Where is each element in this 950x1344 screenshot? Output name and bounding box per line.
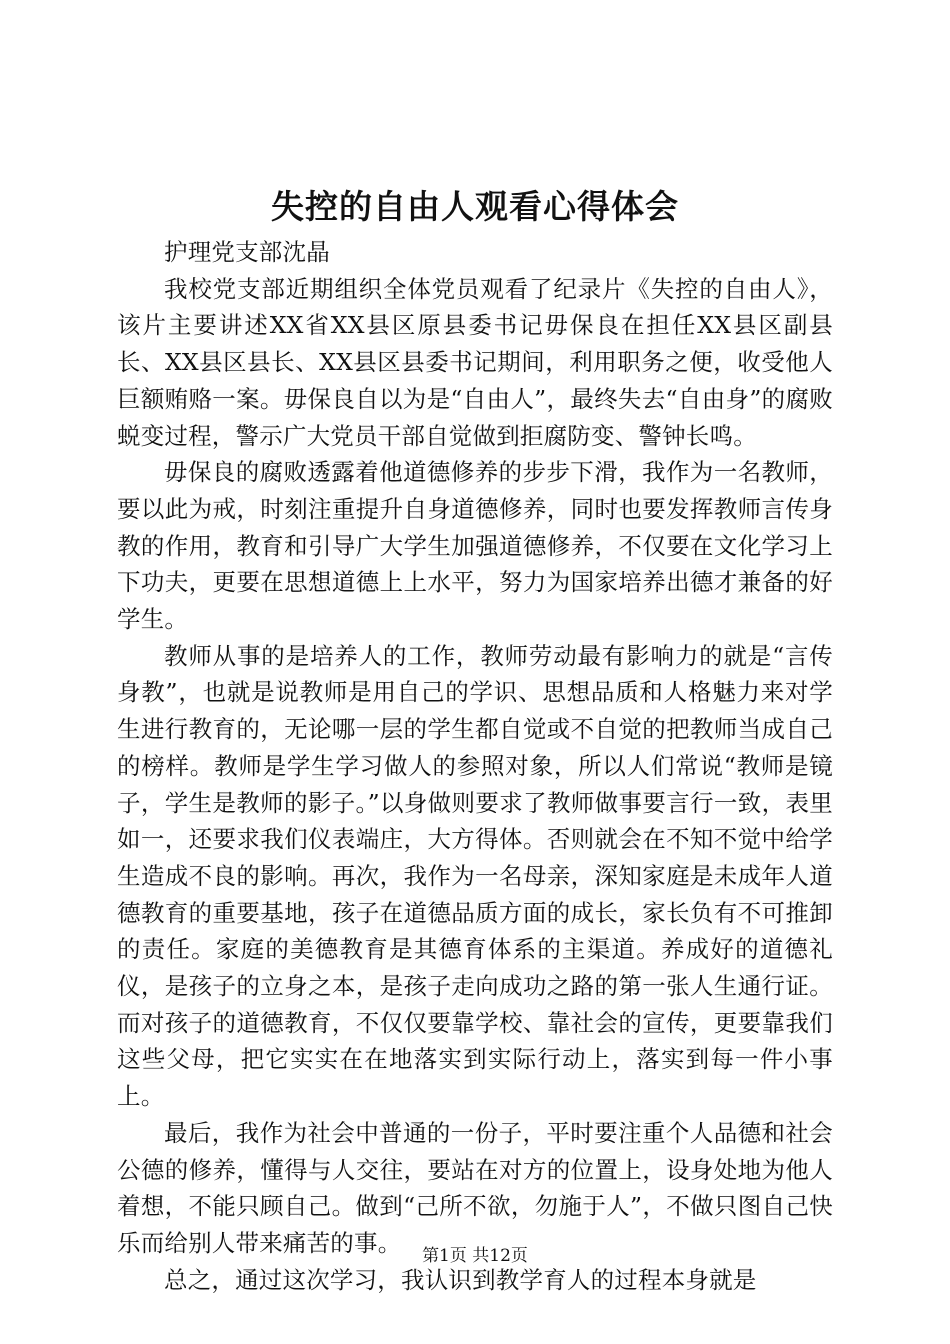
- body-paragraph: 教师从事的是培养人的工作，教师劳动最有影响力的就是“言传身教”，也就是说教师是用自己的学识、思想品质和人格魅力来对学生进行教育的，无论哪一层的学生都自觉或不自觉的把教师当成自己的榜样。教师是学生学习做人的参照对象，所以人们常说“教师是镜子，学生是教师的影子。”以身做则要求了教师做事要言行一致，表里如一，还要求我们仪表端庄，大方得体。否则就会在不知不觉中给学生造成不良的影响。再次，我作为一名母亲，深知家庭是未成年人道德教育的重要基地，孩子在道德品质方面的成长，家长负有不可推卸的责任。家庭的美德教育是其德育体系的主渠道。养成好的道德礼仪，是孩子的立身之本，是孩子走向成功之路的第一张人生通行证。而对孩子的道德教育，不仅仅要靠学校、靠社会的宣传，更要靠我们这些父母，把它实实在在地落实到实际行动上，落实到每一件小事上。: [117, 641, 833, 1111]
- body-paragraph: 毋保良的腐败透露着他道德修养的步步下滑，我作为一名教师，要以此为戒，时刻注重提升自身道德修养，同时也要发挥教师言传身教的作用，教育和引导广大学生加强道德修养，不仅要在文化学习上下功夫，更要在思想道德上上水平，努力为国家培养出德才兼备的好学生。: [117, 458, 833, 634]
- body-paragraph: 总之，通过这次学习，我认识到教学育人的过程本身就是: [164, 1265, 757, 1294]
- author-line: 护理党支部沈晶: [164, 238, 330, 266]
- page-footer: 第1页 共12页: [422, 1246, 528, 1266]
- body-paragraph: 最后，我作为社会中普通的一份子，平时要注重个人品德和社会公德的修养，懂得与人交往，要站在对方的位置上，设身处地为他人着想，不能只顾自己。做到“己所不欲，勿施于人”，不做只图自己快乐而给别人带来痛苦的事。: [117, 1118, 833, 1257]
- body-paragraph: 我校党支部近期组织全体党员观看了纪录片《失控的自由人》，该片主要讲述XX省XX县区原县委书记毋保良在担任XX县区副县长、XX县区县长、XX县区县委书记期间，利用职务之便，收受他人巨额贿赂一案。毋保良自以为是“自由人”，最终失去“自由身”的腐败蜕变过程，警示广大党员干部自觉做到拒腐防变、警钟长鸣。: [117, 274, 833, 450]
- document-title: 失控的自由人观看心得体会: [271, 187, 679, 226]
- document-body: [117, 234, 833, 1298]
